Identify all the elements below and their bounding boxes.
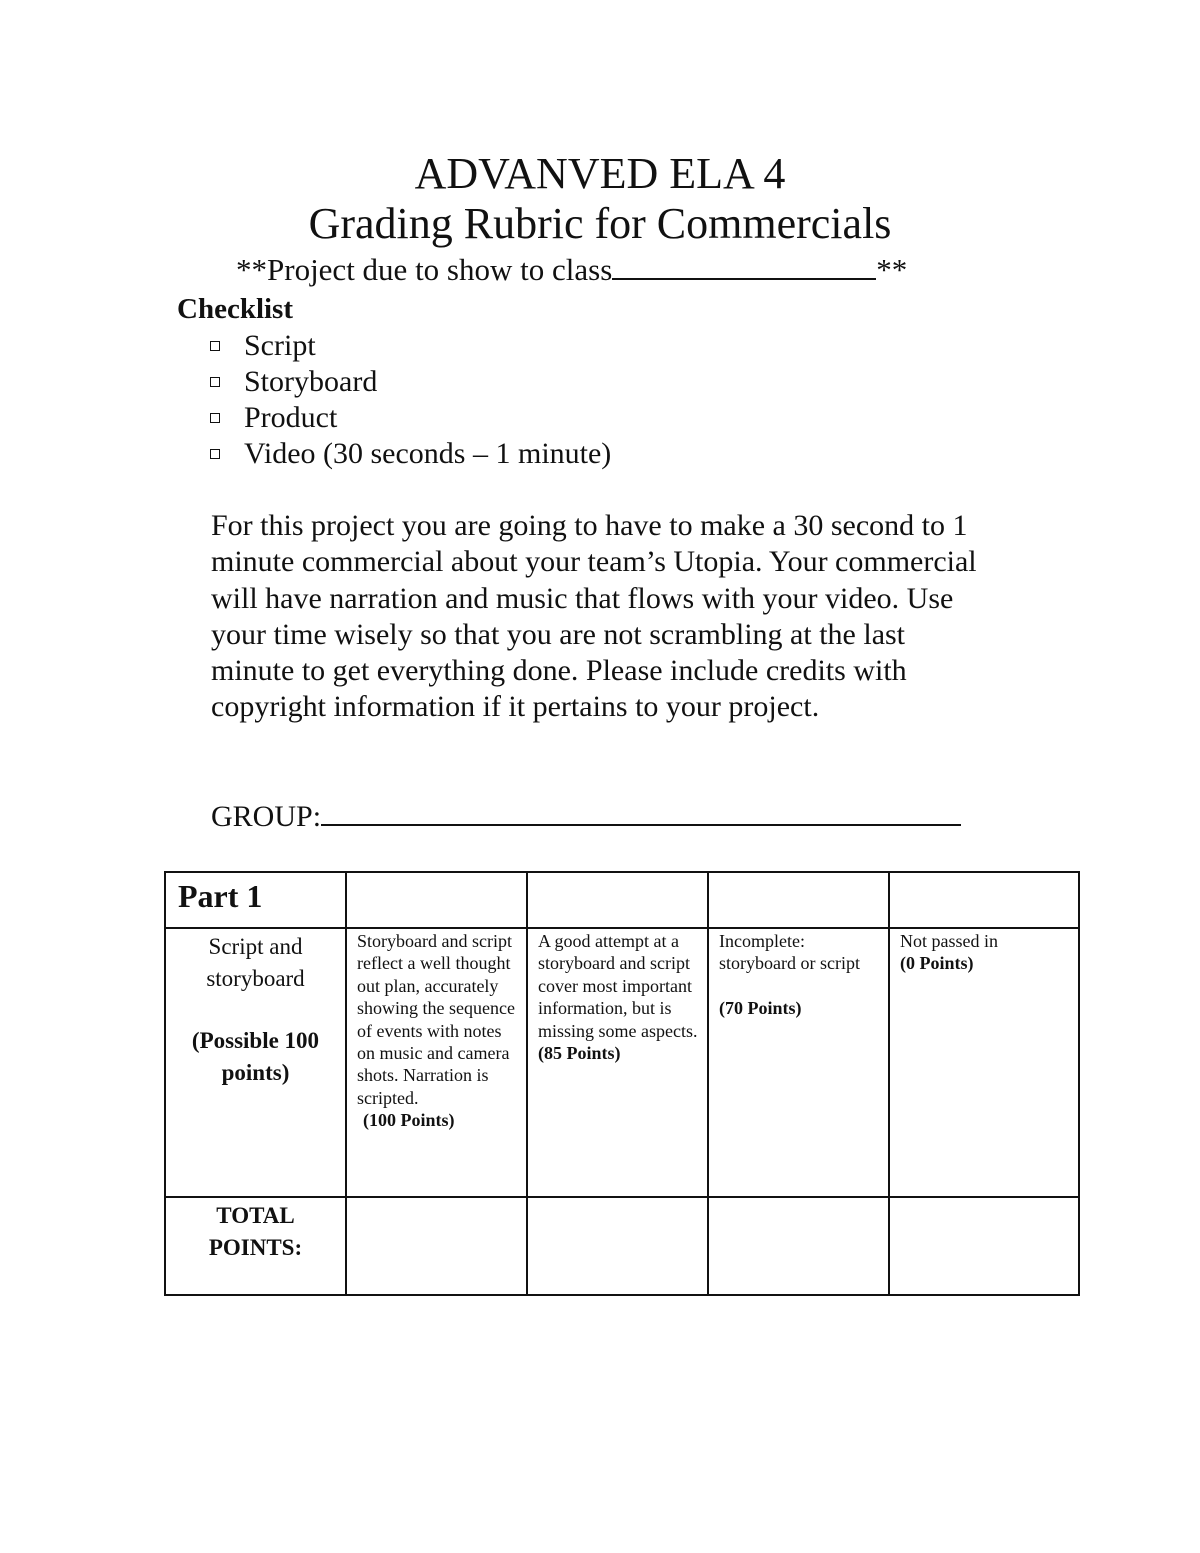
total-empty-cell <box>708 1197 889 1295</box>
level-cell-85 <box>527 928 708 1197</box>
criterion-name-line: Script and <box>208 934 303 959</box>
level-points: (100 Points) <box>363 1110 455 1131</box>
description-line: will have narration and music that flows with your video. Use <box>211 581 954 615</box>
level-points: (0 Points) <box>900 953 974 974</box>
total-empty-cell <box>346 1197 527 1295</box>
criterion-cell <box>165 928 346 1197</box>
due-date-blank <box>612 252 876 280</box>
criterion-name-line: storyboard <box>206 966 305 991</box>
possible-points-line: (Possible 100 <box>191 1028 320 1053</box>
checkbox-icon <box>210 449 220 459</box>
description-line: your time wisely so that you are not scrambling at the last <box>211 617 906 651</box>
due-date-prefix: **Project due to show to class <box>236 252 613 287</box>
group-blank <box>321 798 961 826</box>
description-line: For this project you are going to have to make a 30 second to 1 <box>211 509 968 542</box>
checklist-item-label: Script <box>244 329 316 362</box>
rubric-header-row <box>165 872 1079 928</box>
checklist-item <box>210 328 611 364</box>
total-label-line: POINTS: <box>208 1235 303 1260</box>
criterion-possible-points <box>166 1025 345 1089</box>
document-title: ADVANVED ELA 4 <box>414 149 786 198</box>
project-description <box>211 508 1031 726</box>
group-label: GROUP: <box>211 800 322 833</box>
checklist-item-label: Product <box>244 401 338 434</box>
header-empty-cell <box>708 872 889 928</box>
checklist-item-label: Storyboard <box>244 365 378 398</box>
rubric-criterion-row <box>165 928 1079 1197</box>
level-points: (85 Points) <box>538 1043 621 1064</box>
group-line <box>211 798 961 835</box>
level-description: Incomplete: storyboard or script <box>719 931 860 974</box>
due-date-line <box>236 252 907 288</box>
checkbox-icon <box>210 377 220 387</box>
checklist-item <box>210 436 611 472</box>
description-line: minute to get everything done. Please include credits with <box>211 654 907 688</box>
rubric-table <box>164 871 1080 1296</box>
level-description: Not passed in <box>900 931 998 951</box>
due-date-suffix: ** <box>876 252 908 287</box>
level-description: Storyboard and script reflect a well thought out plan, accurately showing the sequence of events with notes on music and camera shots. Narration is scripted. <box>357 931 515 1108</box>
checkbox-icon <box>210 341 220 351</box>
checkbox-icon <box>210 413 220 423</box>
header-empty-cell <box>527 872 708 928</box>
level-cell-70 <box>708 928 889 1197</box>
level-points: (70 Points) <box>719 997 802 1018</box>
checklist-item <box>210 400 611 436</box>
checklist-heading: Checklist <box>177 293 293 325</box>
checklist-item <box>210 364 611 400</box>
header-empty-cell <box>889 872 1079 928</box>
description-line: copyright information if it pertains to your project. <box>211 690 820 724</box>
possible-points-line: points) <box>221 1060 290 1085</box>
document-subtitle: Grading Rubric for Commercials <box>308 199 892 248</box>
level-cell-0 <box>889 928 1079 1197</box>
rubric-total-row <box>165 1197 1079 1295</box>
part-label: Part 1 <box>178 878 263 914</box>
total-empty-cell <box>527 1197 708 1295</box>
part-label-cell <box>165 872 346 928</box>
total-label-line: TOTAL <box>216 1203 295 1228</box>
total-label-cell <box>165 1197 346 1295</box>
header-empty-cell <box>346 872 527 928</box>
checklist <box>210 328 611 472</box>
level-cell-100 <box>346 928 527 1197</box>
total-empty-cell <box>889 1197 1079 1295</box>
level-description: A good attempt at a storyboard and script cover most important information, but is missing some aspects. <box>538 931 698 1041</box>
checklist-item-label: Video (30 seconds – 1 minute) <box>244 437 612 470</box>
description-line: minute commercial about your team’s Utopia. Your commercial <box>211 545 977 579</box>
